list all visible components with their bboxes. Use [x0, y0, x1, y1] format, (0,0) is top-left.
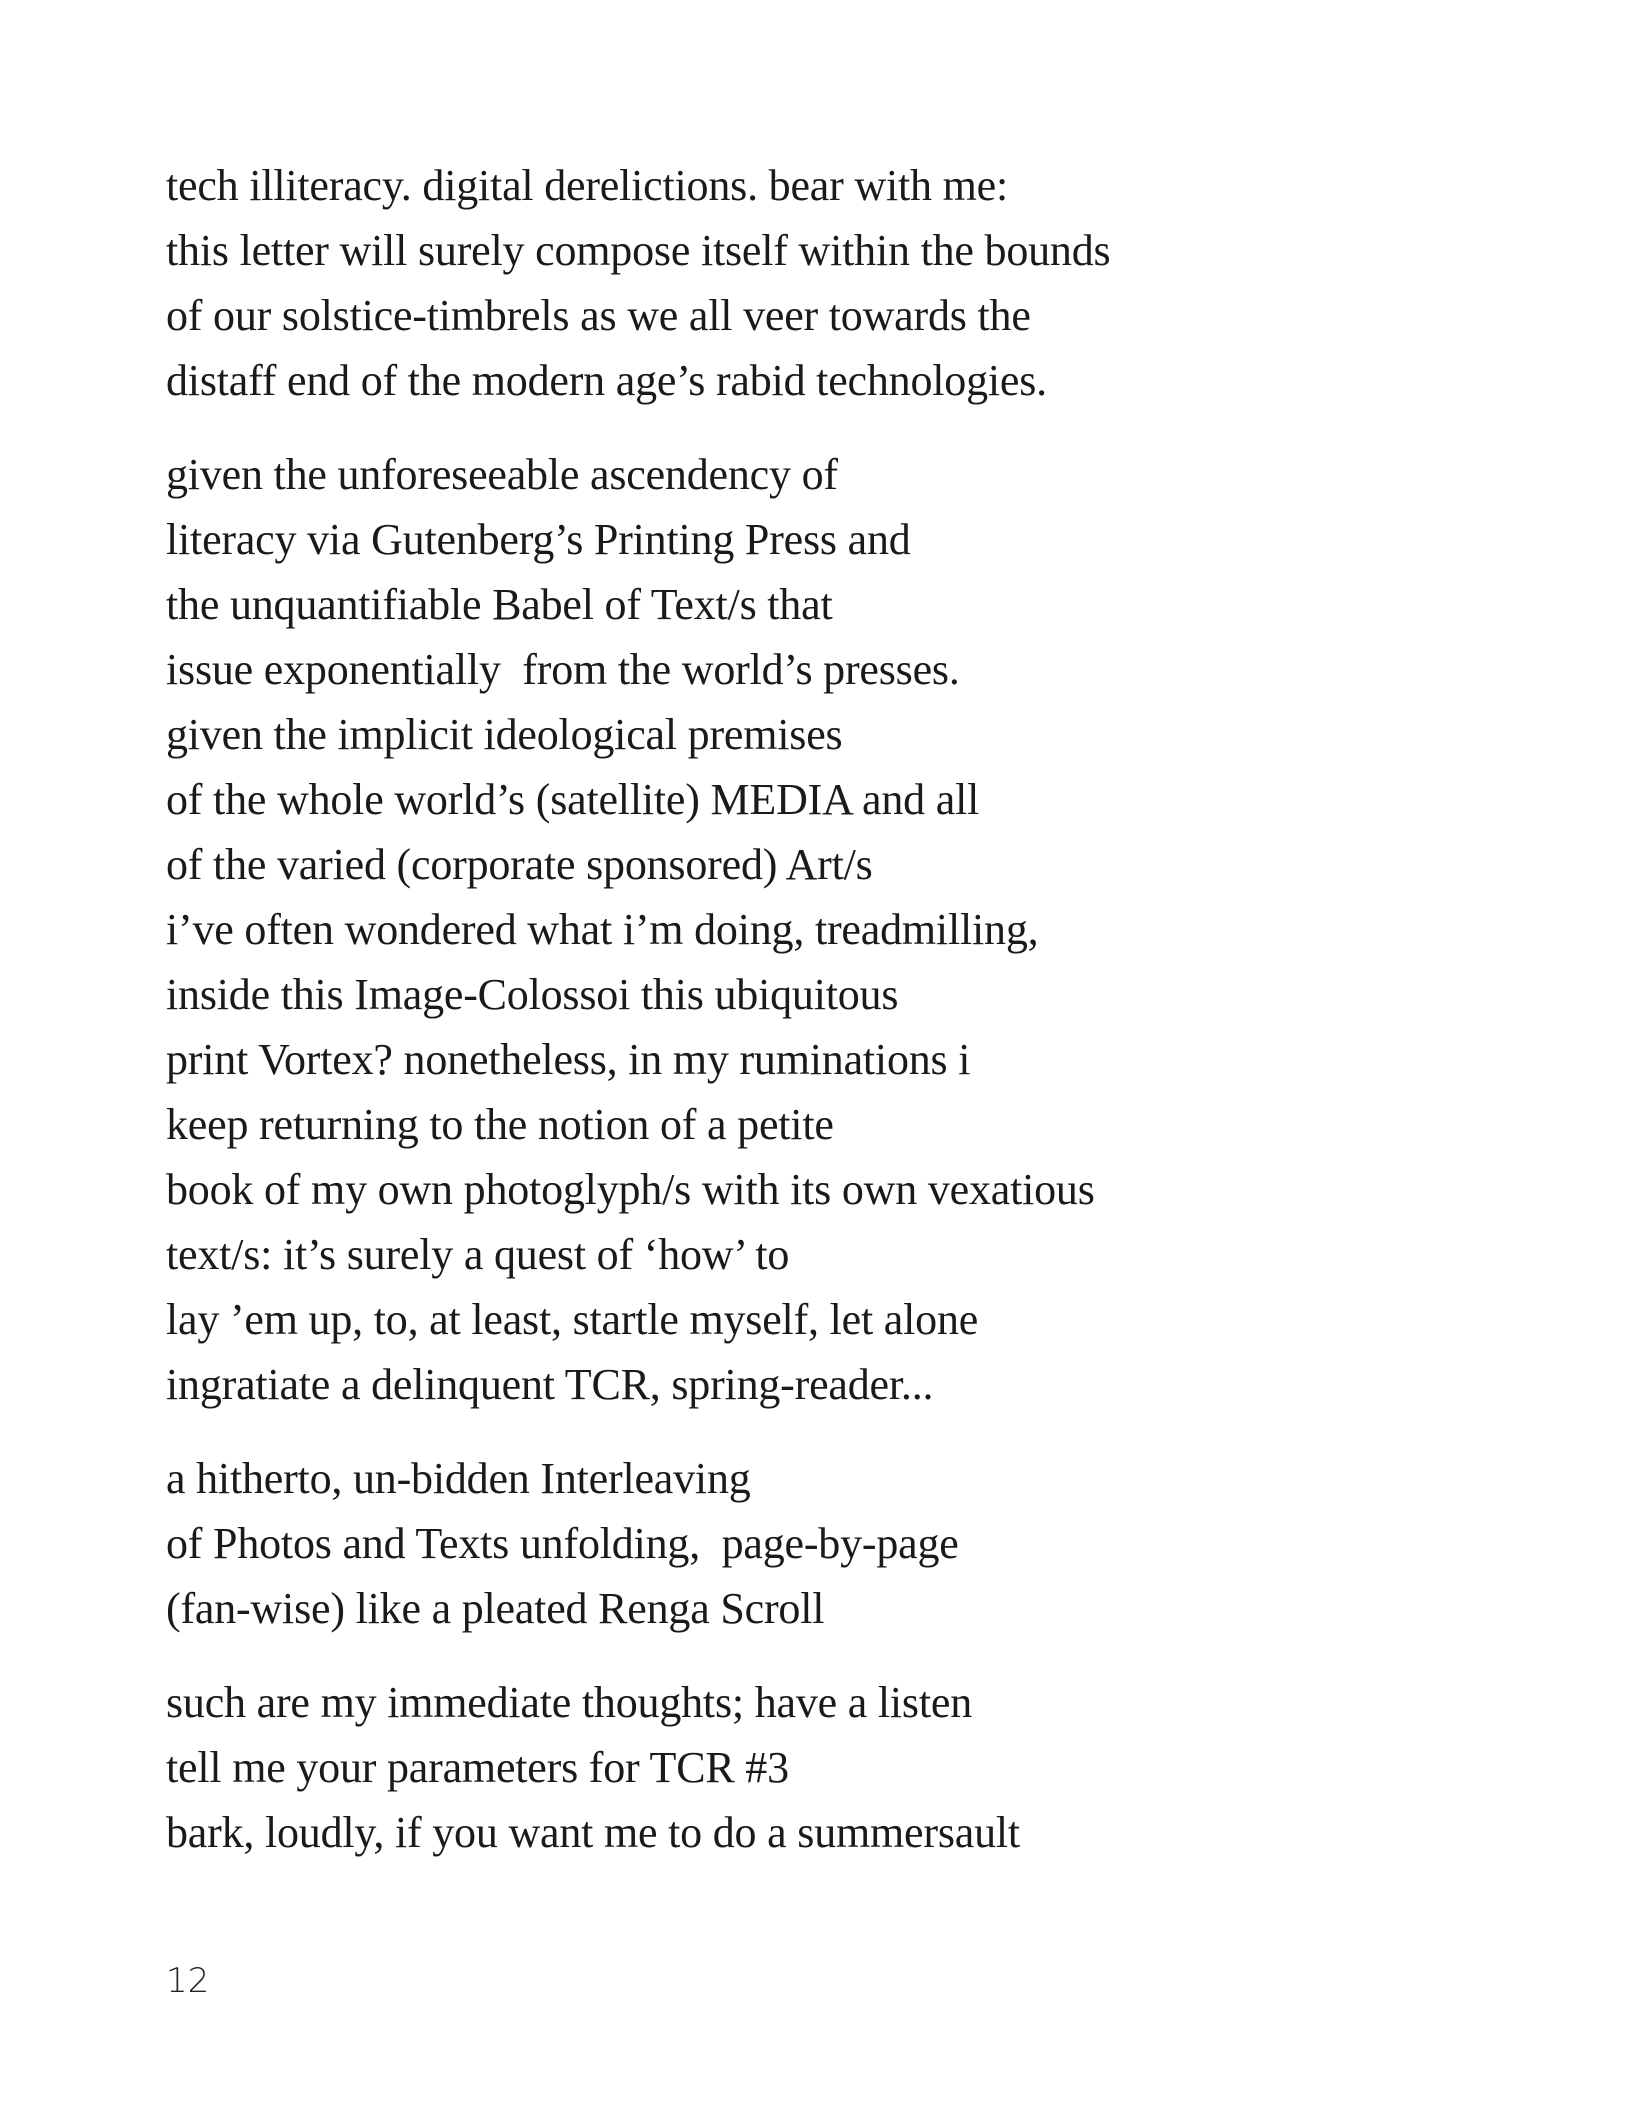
page-number: 12 [166, 1961, 210, 2001]
text-line: ingratiate a delinquent TCR, spring-reader... [166, 1360, 934, 1409]
text-line: of the varied (corporate sponsored) Art/s [166, 840, 873, 889]
text-line: distaff end of the modern age’s rabid technologies. [166, 356, 1047, 405]
text-line: such are my immediate thoughts; have a listen [166, 1678, 973, 1727]
text-line: this letter will surely compose itself within the bounds [166, 226, 1111, 275]
text-line: the unquantifiable Babel of Text/s that [166, 580, 833, 629]
text-line: issue exponentially from the world’s presses. [166, 645, 960, 694]
text-line: bark, loudly, if you want me to do a summersault [166, 1808, 1020, 1857]
stanza-3 [166, 1446, 1466, 1641]
text-line: text/s: it’s surely a quest of ‘how’ to [166, 1230, 790, 1279]
text-line: given the implicit ideological premises [166, 710, 843, 759]
text-line: literacy via Gutenberg’s Printing Press and [166, 515, 911, 564]
text-line: lay ’em up, to, at least, startle myself, let alone [166, 1295, 979, 1344]
text-line: of our solstice-timbrels as we all veer towards the [166, 291, 1031, 340]
text-line: tell me your parameters for TCR #3 [166, 1743, 789, 1792]
text-line: given the unforeseeable ascendency of [166, 450, 838, 499]
text-line: tech illiteracy. digital derelictions. bear with me: [166, 161, 1008, 210]
text-line: of Photos and Texts unfolding, page-by-page [166, 1519, 959, 1568]
text-line: (fan-wise) like a pleated Renga Scroll [166, 1584, 825, 1633]
text-line: keep returning to the notion of a petite [166, 1100, 834, 1149]
text-line: a hitherto, un-bidden Interleaving [166, 1454, 751, 1503]
text-line: inside this Image-Colossoi this ubiquitous [166, 970, 899, 1019]
text-line: book of my own photoglyph/s with its own vexatious [166, 1165, 1095, 1214]
stanza-1 [166, 153, 1466, 413]
text-line: i’ve often wondered what i’m doing, treadmilling, [166, 905, 1039, 954]
text-line: of the whole world’s (satellite) MEDIA and all [166, 775, 980, 824]
text-line: print Vortex? nonetheless, in my ruminations i [166, 1035, 971, 1084]
stanza-4 [166, 1670, 1466, 1865]
stanza-2 [166, 442, 1466, 1417]
letter-body [166, 153, 1466, 1865]
